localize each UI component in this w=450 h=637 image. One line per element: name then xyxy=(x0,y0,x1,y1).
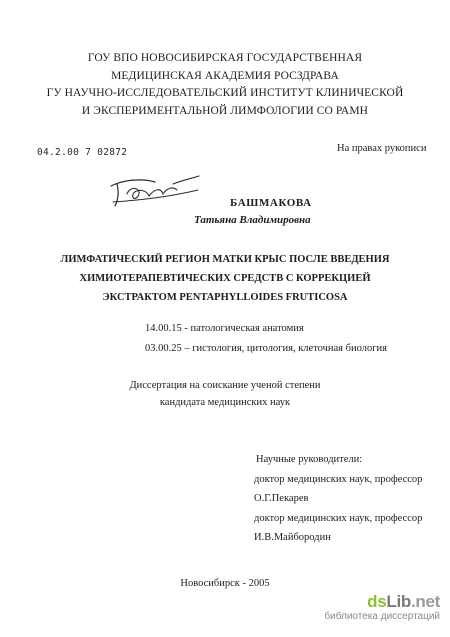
dslib-watermark-logo xyxy=(324,593,440,623)
supervisors-heading: Научные руководители: xyxy=(256,454,363,465)
author-surname: БАШМАКОВА xyxy=(230,197,312,209)
institution-line-2: МЕДИЦИНСКАЯ АКАДЕМИЯ РОСЗДРАВА xyxy=(111,69,339,82)
dslib-logo-text xyxy=(324,593,440,611)
thesis-title-line-2: ХИМИОТЕРАПЕВТИЧЕСКИХ СРЕДСТВ С КОРРЕКЦИЕЙ xyxy=(79,273,371,284)
logo-subtitle: библиотека диссертаций xyxy=(324,611,440,622)
thesis-title-line-3: ЭКСТРАКТОМ PENTAPHYLLOIDES FRUTICOSA xyxy=(102,292,348,303)
stamp-number: 04.2.00 7 02872 xyxy=(37,147,128,158)
supervisor-1-name: О.Г.Пекарев xyxy=(254,493,309,504)
specialty-code-2: 03.00.25 – гистология, цитология, клеточная биология xyxy=(145,343,387,354)
logo-part-net: .net xyxy=(410,592,440,611)
logo-part-lib: Lib xyxy=(386,592,411,611)
supervisor-1-title: доктор медицинских наук, профессор xyxy=(254,473,423,485)
institution-line-4: И ЭКСПЕРИМЕНТАЛЬНОЙ ЛИМФОЛОГИИ СО РАМН xyxy=(81,104,369,117)
institution-header xyxy=(0,50,450,120)
institution-line-1: ГОУ ВПО НОВОСИБИРСКАЯ ГОСУДАРСТВЕННАЯ xyxy=(87,52,363,64)
institution-line-3: ГУ НАУЧНО-ИССЛЕДОВАТЕЛЬСКИЙ ИНСТИТУТ КЛИНИЧЕСКОЙ xyxy=(46,87,404,99)
thesis-title xyxy=(0,250,450,307)
author-name: Татьяна Владимировна xyxy=(194,214,311,226)
supervisors-block xyxy=(254,450,422,548)
thesis-title-line-1: ЛИМФАТИЧЕСКИЙ РЕГИОН МАТКИ КРЫС ПОСЛЕ ВВЕДЕНИЯ xyxy=(60,254,390,265)
logo-part-ds: ds xyxy=(367,592,387,611)
city-year: Новосибирск - 2005 xyxy=(180,578,270,589)
degree-statement xyxy=(0,377,450,411)
specialty-code-1: 14.00.15 - патологическая анатомия xyxy=(145,323,304,334)
supervisor-2-title: доктор медицинских наук, профессор xyxy=(254,512,423,524)
degree-line-2: кандидата медицинских наук xyxy=(159,397,291,408)
degree-line-1: Диссертация на соискание ученой степени xyxy=(129,380,321,391)
supervisor-2-name: И.В.Майбородин xyxy=(254,532,331,543)
handwritten-signature xyxy=(103,172,203,214)
manuscript-note: На правах рукописи xyxy=(337,143,427,154)
